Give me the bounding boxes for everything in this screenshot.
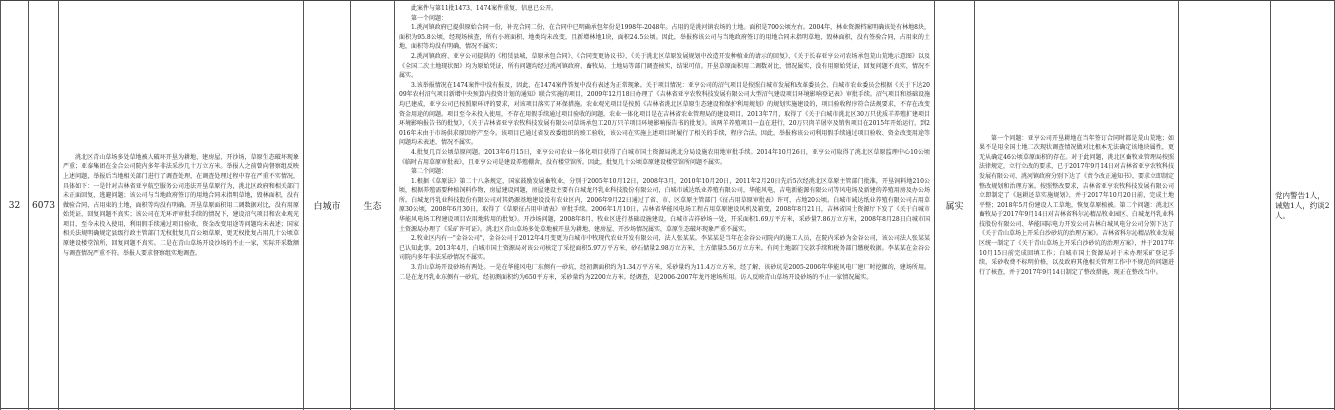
investigation-detail-cell [394,1,934,410]
category-cell [350,1,394,410]
rectification-text: 第一个问题：亚亨公司开垦耕地在当年签订合同时都是荒山荒地；如果不是用全国土地二次现状调查情况做对比根本无法确定该地块属性，更无从确定46公顷草原面积的存在。对于此问题，洮北区畜牧业管理局按照法律规定，立行立改的要求，已于2017年9月14日对吉林省亚亨农牧科技发展有限公司、洮河镇政府分别下达了《责令改正通知书》，要求立即制定整改规划和治理方案。按照整改要求，吉林省亚亨农牧科技发展有限公司立即制定了《退耕还草实施规划》，并于2017年10月20日前，完成土地平整；2018年5月份建设人工草地，恢复草原植被。第二个问题：洮北区畜牧局于2017年9月14日对吉林省科尔沁精品牧业园区、白城龙丹乳业科技股份有限公司、华能国际电力开发公司吉林白城风电分公司分别下达了《关于青山草场上开采白沙砂坑的治理方案》。吉林省科尔沁精品牧业发展区统一制定了《关于青山草场上开采白沙砂坑的治理方案》，并于2017年10月15日前完成回填工作；白城市国土资源局对于未办理采矿登记手续，采砂收费不标明价格，以及政府其他相关管理工作中不规范的问题进行了核查，并于2017年9月14日制定了整改措施，现正在整改当中。 [979,134,1175,276]
city-cell [303,1,350,410]
verification-cell [934,1,974,410]
issue-text: 洮北区青山草场多处草地被人破坏开垦为耕地、建房屋、开沙场，草原生态破坏现象严重；亚泰集团在金合公司院内多年非法采沙几十万立方米。举报人之前曾向督察组反映上述问题，举报后当地相关部门进行了调查处理，在调查处理过程中存在严重不实情况，具体如下：一是针对吉林省亚亨航空服务公司违法开垦草原行为，洮北区政府和相关部门未正面回复，逃避问题；该公司与当地政府签订的用地合同未指明草地，毁林面积，没有做验合同，占用束的土地，面积等均没有明确。开垦草原面积用二调数据对比，没有用原始凭证，回复问题不真实；该公司在无环评审批手续的情况下，建设沼气项目和农业观光项目，至今未投入使用，利用假手续通过项目验收，资金改变用途等问题均未表述；国家相关法规明确规定县级行政主管部门无权批复几百公顷草原，更无权批复占用几十公顷草原建设楼堂馆所，回复问题不真实。二是在青山草场开设沙场的不止一家，实际开采数额与调查情况严重不符。举报人要求督察组实地调查。 [63,153,299,257]
detail-paragraph: 3.该举报情况在1474案件中没有报及，因此，在1474案件答复中没有表述为正常现象。关于项目情况：亚亨公司的沼气项目是按照白城市发展和改革委员会、白城市农业委员会根据《关于下达2009年农村沼气项目新增中央预算内投资计划的通知》联合实施的项目，2009年12月18日办理了《吉林省亚亨农牧科技发展有限公司大型沼气建设项目环境影响登记表》审批手续。沼气项目和基础设施均已建成，亚亨公司已按照原环评的要求，对该项目落实了环保措施。农业观光项目是按照《吉林省洮北区草原生态建设和保护利用规划》的规划实施建设的，项目验收程序符合法规要求，不存在改变资金用途的问题。项目至今未投入使用，不存在用假手续通过项目验收的问题。农业一体化项目是在吉林省农业管理局的建设项目，2013年7月，取得了《关于白城市洮北区30万只优质羊养殖扩建项目环境影响报告书的批复》，《关于吉林省亚亨农牧科技发展有限公司草场承包工20万只羊项目环境影响报告书的批复》。该两羊养殖项目一直在进行，20万只肉羊屠宰及销售项目在2015年开始运行，到2016年末由于市场供求原因停产至今。该项目已通过省发改委组织的竣工验收，该公司在实施上述项目时履行了相关的手续，程序合法。因此，举报称该公司利用假手续通过项目验收、资金改变用途等问题均未表述，情况不属实。 [399,81,930,147]
case-id: 6073 [32,200,55,211]
detail-paragraph: 4.批复几百公顷草原问题。2013年6月15日，亚亨公司农业一体化项目获得了白城市国土资源局洮北分局设施农用地审批手续。2014年10月26日，亚亨公司取得了洮北区草原监理中心10公顷《临时占用草原审批表》，且亚亨公司是建设养殖棚舍，没有楼堂馆所。因此，批复几十公顷草原建设楼堂馆所问题不属实。 [399,148,930,166]
city: 白城市 [313,202,341,212]
detail-paragraph: 3.青山草场开设砂场有两处。一是在华能风电厂东侧有一砂坑，经初测面积约为1.34万平方米，采砂量约为11.4万立方米，经了解，该砂坑是2005-2006年华能风电厂建厂时挖掘的，建场所用。二是在龙丹乳业东侧有一砂坑，经初测面积约为650平方米，采砂量约为2200立方米。经调查，是2006-2007年龙丹建场所用。访人反映青山草场开设砂场的不止一家情况属实。 [399,264,930,281]
case-id-cell [28,1,58,410]
issue-cell [58,1,303,410]
category: 生态 [363,202,382,212]
detail-paragraph: 第一个问题： [411,14,448,22]
detail-paragraph: 第二个问题： [411,168,448,176]
detail-paragraph: 2.洮河镇政府、亚亨公司提供的《租赁县城，草原承包合同》、《合同变更协议书》、《关于洮北区草原发展规划中改造开发种植业的请示的回复》、《关于长春亚亨公司农场承包荒山荒地示意图》以及《全国二次土地现状图》均为原始凭证，所有问题均经过洮河镇政府、畜牧局、土地局等部门调查核实，结果可信。开垦草原面积用二调数对比，情况属实，没有用原始凭证，回复问题不真实，情况不属实。 [399,52,930,80]
detail-paragraph: 1.根据《草原法》第二十八条规定，国家鼓励发展畜牧业，分别于2005年10月12日，2008年3月，2010年10月20日，2011年2月20日先后5次经洮北区草原主管部门批准，开垦饲料地210公顷，根据养殖需要种植饲料作物，房屋建设问题，房屋建设主要有白城龙丹乳业科技股份有限公司，白城市诚达纸业养殖有限公司，华能风电，吉电新能源有限公司等风电场及新建的养殖用房及办公场所。白城龙丹乳业科技股份有限公司对其奶源基地建设没有农业区内，2006年9月22日通过了省、市、区草原主管部门《征占用草原审批表》许可，占地20公顷。白城市诚达纸业养殖有限公司占用草原30公顷，2008年6月30日，取得了《草原征占用申请表》审批手续。2006年1月10日，吉林省华能风电场工程占用草原建设风机及箱变，2008年8月21日，吉林省国土资源厅下发了《关于白城市华能风电场工程建设项目农用地转用的批复》。开沙场问题，2008年8月，牧业区进行基础设施建设，白城市吉祥砂场一处，开采面积1.69万平方米，采砂量7.86万立方米，2008年8月28日白城市国土资源局办理了《采矿许可证》。洮北区青山草场多处草地被开垦为耕地、建房屋、开沙场情况属实，草原生态破坏现象严重不属实。 [399,177,930,233]
row-number-cell [0,1,28,410]
row-number: 32 [8,200,21,211]
detail-paragraph: 2.牧业区内有一"金谷公司"，金谷公司于2012年4月变更为白城市中牧现代农业开发有限公司，法人张某某。李某某是当年在金谷公司院内的施工人员，在院内采砂为金谷公司，该公司法人张某某已认知此事。2013年4月，白城市国土资源局对该公司核定了采挖面积5.97万平方米，砂石储量2.98万立方米，土方储量5.56万立方米。有问土地部门交款手续和税务部门缴税收据。李某某在金谷公司院内多年非法采砂情况不属实。 [399,235,930,262]
detail-paragraph: 此案件与第11批1473、1474案件重复，信息已公开。 [411,5,558,12]
verification-result: 属实 [945,202,964,212]
rectification-cell [974,1,1178,410]
accountability-text: 党内警告1人，诫勉1人，约谈2人。 [1275,190,1330,220]
accountability-cell [1270,1,1335,410]
note-cell [1178,1,1270,410]
detail-paragraph: 1.洮河镇政府已提供原始合同一份，补充合同二份，在合同中已明确承包年份是1998年-2048年。占用的是洮河镇农场的土地。面积是700公顷左右。2004年，林业资源档案明确该处有林地8块，面积为95.8公顷，经现场核查，所有小班面积、地类均未改变，且新增林地1块，面积24.5公顷。因此，举报称该公司与当地政府签订的用地合同未指明草地，毁林面积，没有签验合同，占用束的土地，面积等均没有明确，情况不属实； [399,24,930,51]
